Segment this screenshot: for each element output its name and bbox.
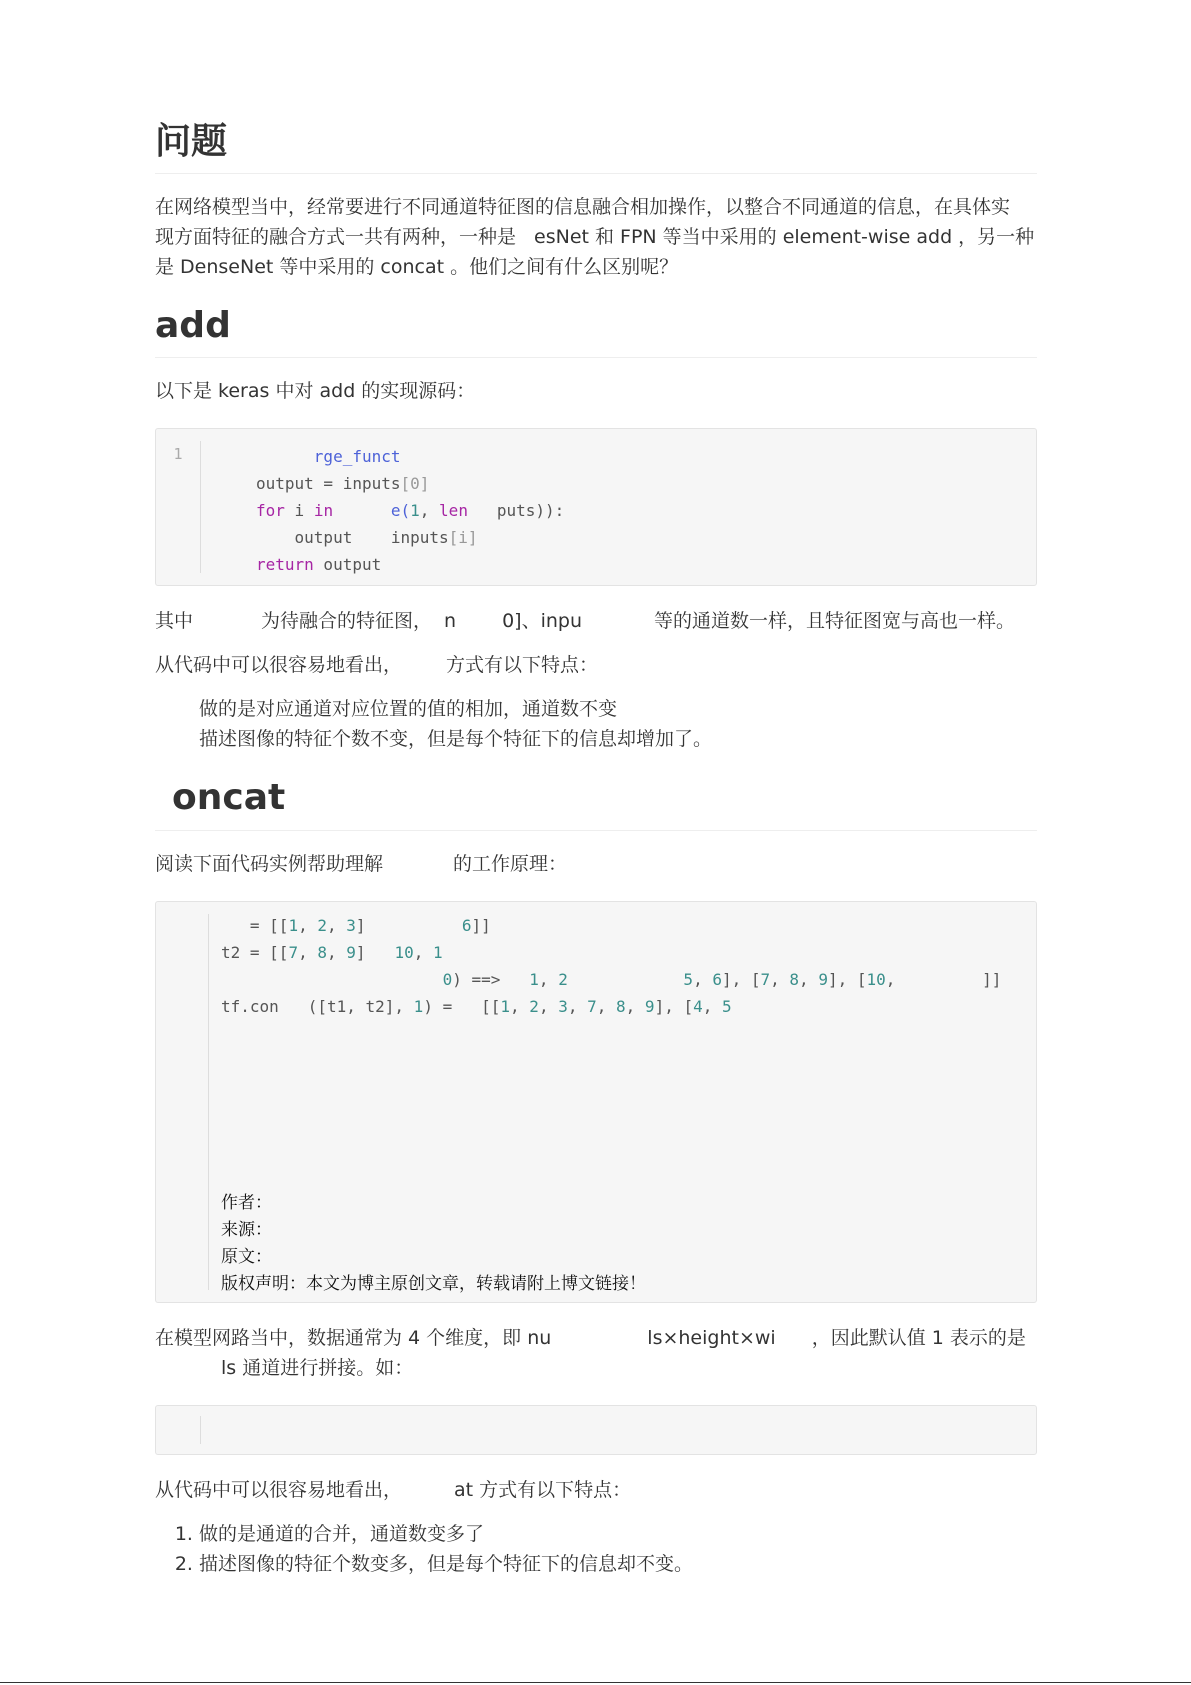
concat-dimension: 在模型网路当中，数据通常为 4 个维度，即 nu ls×height×wi ，因此默认值 1 表示的是 ls 通道进行拼接。如： <box>155 1326 1026 1379</box>
concat-code: = [[1, 2, 3] 6]] t2 = [[7, 8, 9] 10, 1 0) ==> 1, 2 5, 6], [7, 8, 9], [10, ]] tf.con ([t1, t2], 1) = [[1, 2, 3, 7, 8, 9], [4, 5 <box>221 915 1002 1016</box>
article <box>155 120 1037 1579</box>
add-description: 其中 为待融合的特征图， n 0]、inpu 等的通道数一样，且特征图宽与高也一样。 <box>155 610 1016 633</box>
add-intro: 以下是 keras 中对 add 的实现源码： <box>155 380 476 403</box>
meta-copyright: 版权声明：本文为博主原创文章，转载请附上博文链接！ <box>221 1273 646 1294</box>
page-bottom-rule <box>0 1682 1191 1683</box>
concat-intro: 阅读下面代码实例帮助理解 的工作原理： <box>155 852 568 875</box>
heading-concat: oncat <box>155 776 1037 830</box>
list-item: 描述图像的特征个数不变，但是每个特征下的信息却增加了。 <box>199 728 713 751</box>
empty-code-block <box>155 1405 1037 1455</box>
add-code: rge_funct output = inputs[0] for i in e(1, len puts)): output inputs[i] return output <box>256 447 565 575</box>
concat-code-block <box>155 901 1037 1303</box>
line-number: 1 <box>173 445 183 464</box>
heading-add: add <box>155 304 1037 358</box>
add-observation: 从代码中可以很容易地看出， 方式有以下特点： <box>155 654 599 677</box>
add-code-block <box>155 428 1037 586</box>
list-item: 做的是对应通道对应位置的值的相加，通道数不变 <box>199 698 618 721</box>
problem-paragraph: 在网络模型当中，经常要进行不同通道特征图的信息融合相加操作，以整合不同通道的信息，在具体实 现方面特征的融合方式一共有两种，一种是 esNet 和 FPN 等当中采用的 element-wise add ，另一种 是 DenseNet 等中采用的 concat 。他们之间有什么区别呢？ <box>155 196 1035 279</box>
list-item: 1. 做的是通道的合并，通道数变多了 <box>199 1519 1037 1549</box>
meta-author: 作者： <box>221 1192 272 1213</box>
list-item: 2. 描述图像的特征个数变多，但是每个特征下的信息却不变。 <box>199 1549 1037 1579</box>
concat-points <box>155 1519 1037 1579</box>
heading-problem: 问题 <box>155 120 1037 174</box>
add-points <box>155 694 1037 754</box>
concat-observation: 从代码中可以很容易地看出， at 方式有以下特点： <box>155 1478 632 1501</box>
meta-original: 原文： <box>221 1246 272 1267</box>
meta-source: 来源： <box>221 1219 272 1240</box>
